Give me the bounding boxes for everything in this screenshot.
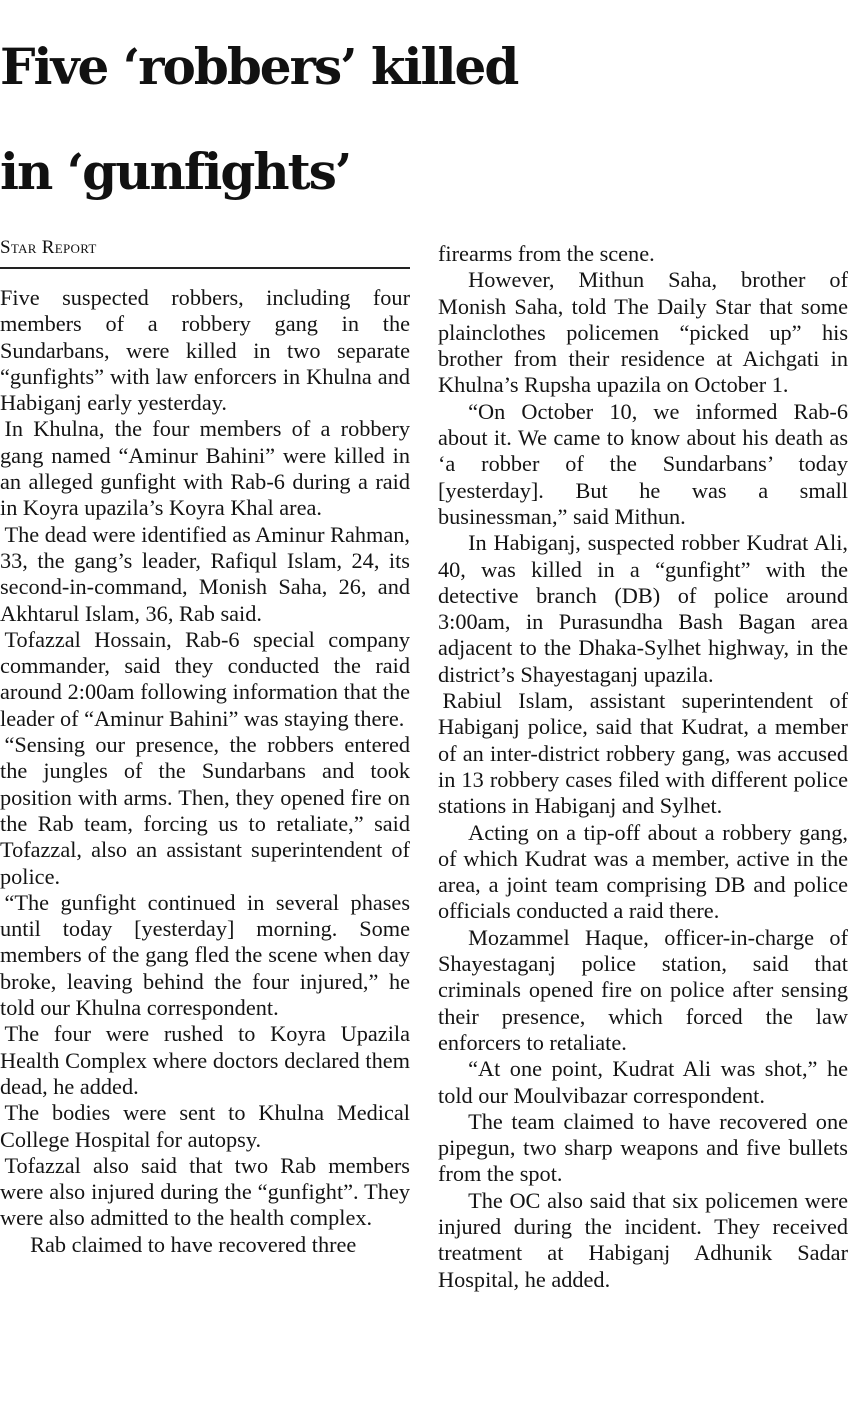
paragraph: In Habiganj, suspected robber Kudrat Ali, 40, was killed in a “gunfight” with the detective branch (DB) of police around 3:00am, in Purasundha Bash Bagan area adjacent to the Dhaka-Sylhet highway, in the district’s Shayestaganj upazila.: [438, 530, 848, 687]
headline: [0, 14, 848, 224]
paragraph: “The gunfight continued in several phases until today [yesterday] morning. Some members of the gang fled the scene when day broke, leaving behind the four injured,” he told our Khulna correspondent.: [0, 889, 410, 1021]
paragraph: The dead were identified as Aminur Rahman, 33, the gang’s leader, Rafiqul Islam, 24, its second-in-command, Monish Saha, 26, and Akhtarul Islam, 36, Rab said.: [0, 521, 410, 626]
paragraph: Tofazzal Hossain, Rab-6 special company commander, said they conducted the raid around 2:00am following information that the leader of “Aminur Bahini” was staying there.: [0, 626, 410, 731]
right-column: [438, 241, 848, 1293]
left-column: [0, 285, 410, 1258]
paragraph: The team claimed to have recovered one pipegun, two sharp weapons and five bullets from the spot.: [438, 1108, 848, 1187]
headline-line-2: in ‘gunfights’: [0, 142, 351, 201]
byline: Star Report: [0, 237, 97, 258]
paragraph: “At one point, Kudrat Ali was shot,” he told our Moulvibazar correspondent.: [438, 1056, 848, 1108]
paragraph: The OC also said that six policemen were injured during the incident. They received treatment at Habiganj Adhunik Sadar Hospital, he added.: [438, 1187, 848, 1292]
paragraph: The four were rushed to Koyra Upazila Health Complex where doctors declared them dead, he added.: [0, 1021, 410, 1099]
paragraph: Acting on a tip-off about a robbery gang, of which Kudrat was a member, active in the area, a joint team comprising DB and police officials conducted a raid there.: [438, 819, 848, 924]
paragraph: Rabiul Islam, assistant superintendent of Habiganj police, said that Kudrat, a member of an inter-district robbery gang, was accused in 13 robbery cases filed with different police stations in Habiganj and Sylhet.: [438, 688, 848, 819]
paragraph: The bodies were sent to Khulna Medical College Hospital for autopsy.: [0, 1100, 410, 1152]
paragraph: “On October 10, we informed Rab-6 about it. We came to know about his death as ‘a robber of the Sundarbans’ today [yesterday]. But he was a small businessman,” said Mithun.: [438, 398, 848, 529]
paragraph: firearms from the scene.: [438, 241, 655, 266]
byline-rule: [0, 267, 410, 269]
paragraph: Mozammel Haque, officer-in-charge of Shayestaganj police station, said that criminals opened fire on police after sensing their presence, which forced the law enforcers to retaliate.: [438, 924, 848, 1055]
paragraph: “Sensing our presence, the robbers entered the jungles of the Sundarbans and took position with arms. Then, they opened fire on the Rab team, forcing us to retaliate,” said Tofazzal, also an assistant superintendent of police.: [0, 732, 410, 889]
paragraph: Five suspected robbers, including four members of a robbery gang in the Sundarbans, were killed in two separate “gunfights” with law enforcers in Khulna and Habiganj early yesterday.: [0, 285, 410, 416]
paragraph: In Khulna, the four members of a robbery gang named “Aminur Bahini” were killed in an alleged gunfight with Rab-6 during a raid in Koyra upazila’s Koyra Khal area.: [0, 416, 410, 521]
paragraph: Rab claimed to have recovered three: [30, 1231, 357, 1257]
headline-line-1: Five ‘robbers’ killed: [0, 37, 518, 96]
paragraph: However, Mithun Saha, brother of Monish Saha, told The Daily Star that some plainclothes policemen “picked up” his brother from their residence at Aichgati in Khulna’s Rupsha upazila on October 1.: [438, 267, 848, 398]
paragraph: Tofazzal also said that two Rab members were also injured during the “gunfight”. They were also admitted to the health complex.: [0, 1152, 410, 1231]
